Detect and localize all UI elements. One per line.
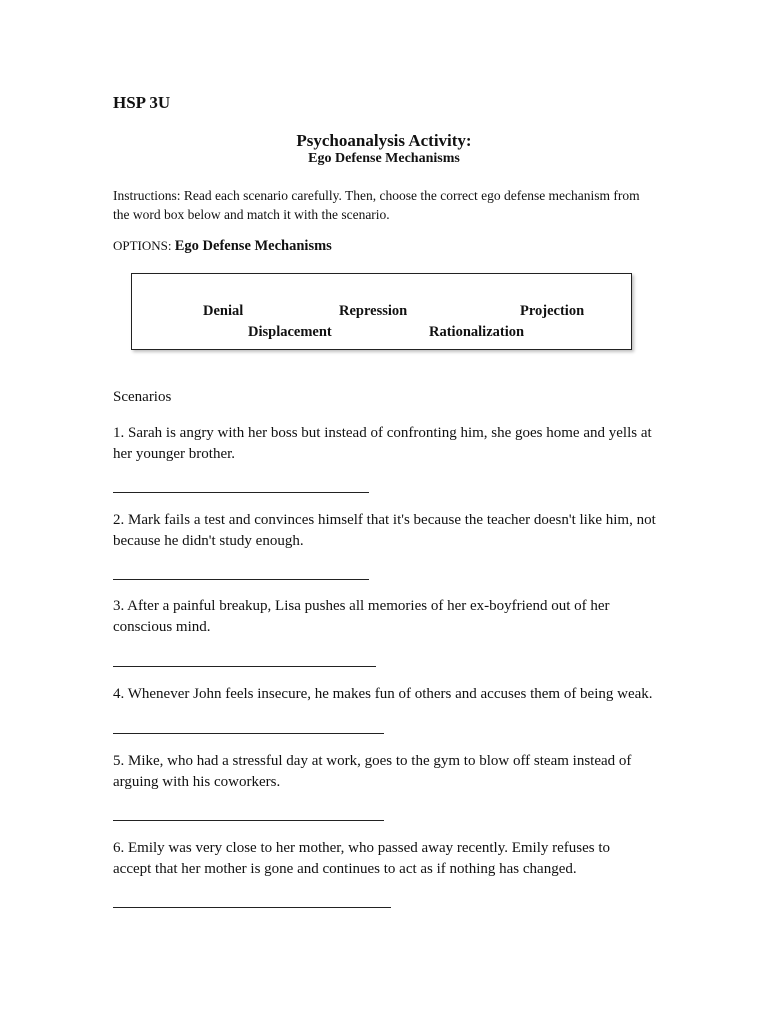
word-projection: Projection <box>520 303 585 319</box>
answer-line-3[interactable] <box>113 666 376 667</box>
scenario-2: 2. Mark fails a test and convinces himself that it's because the teacher doesn't like him, not because he didn't study enough. <box>113 512 656 549</box>
word-repression: Repression <box>339 303 408 319</box>
answer-line-2[interactable] <box>113 579 369 580</box>
scenario-4: 4. Whenever John feels insecure, he makes fun of others and accuses them of being weak. <box>113 686 653 702</box>
scenario-6: 6. Emily was very close to her mother, who passed away recently. Emily refuses to accept that her mother is gone and continues to act as if nothing has changed. <box>113 840 611 877</box>
answer-line-6[interactable] <box>113 907 391 908</box>
course-code: HSP 3U <box>113 93 171 112</box>
scenario-1: 1. Sarah is angry with her boss but instead of confronting him, she goes home and yells at her younger brother. <box>113 425 652 462</box>
options-title: Ego Defense Mechanisms <box>174 238 332 254</box>
word-denial: Denial <box>203 303 244 319</box>
answer-line-4[interactable] <box>113 733 384 734</box>
answer-line-5[interactable] <box>113 820 384 821</box>
word-box <box>131 273 632 350</box>
instructions-text: Instructions: Read each scenario carefully. Then, choose the correct ego defense mechanism from the word box below and match it with the scenario. <box>113 188 640 222</box>
answer-line-1[interactable] <box>113 492 369 493</box>
options-heading <box>113 238 332 255</box>
scenarios-heading: Scenarios <box>113 389 172 405</box>
word-rationalization: Rationalization <box>429 324 525 340</box>
options-label: OPTIONS: <box>113 238 172 253</box>
scenario-5: 5. Mike, who had a stressful day at work, goes to the gym to blow off steam instead of arguing with his coworkers. <box>113 753 632 790</box>
page-subtitle: Ego Defense Mechanisms <box>308 151 460 166</box>
page-title: Psychoanalysis Activity: <box>296 131 472 150</box>
word-displacement: Displacement <box>248 324 332 340</box>
scenario-3: 3. After a painful breakup, Lisa pushes all memories of her ex-boyfriend out of her conscious mind. <box>113 598 610 635</box>
